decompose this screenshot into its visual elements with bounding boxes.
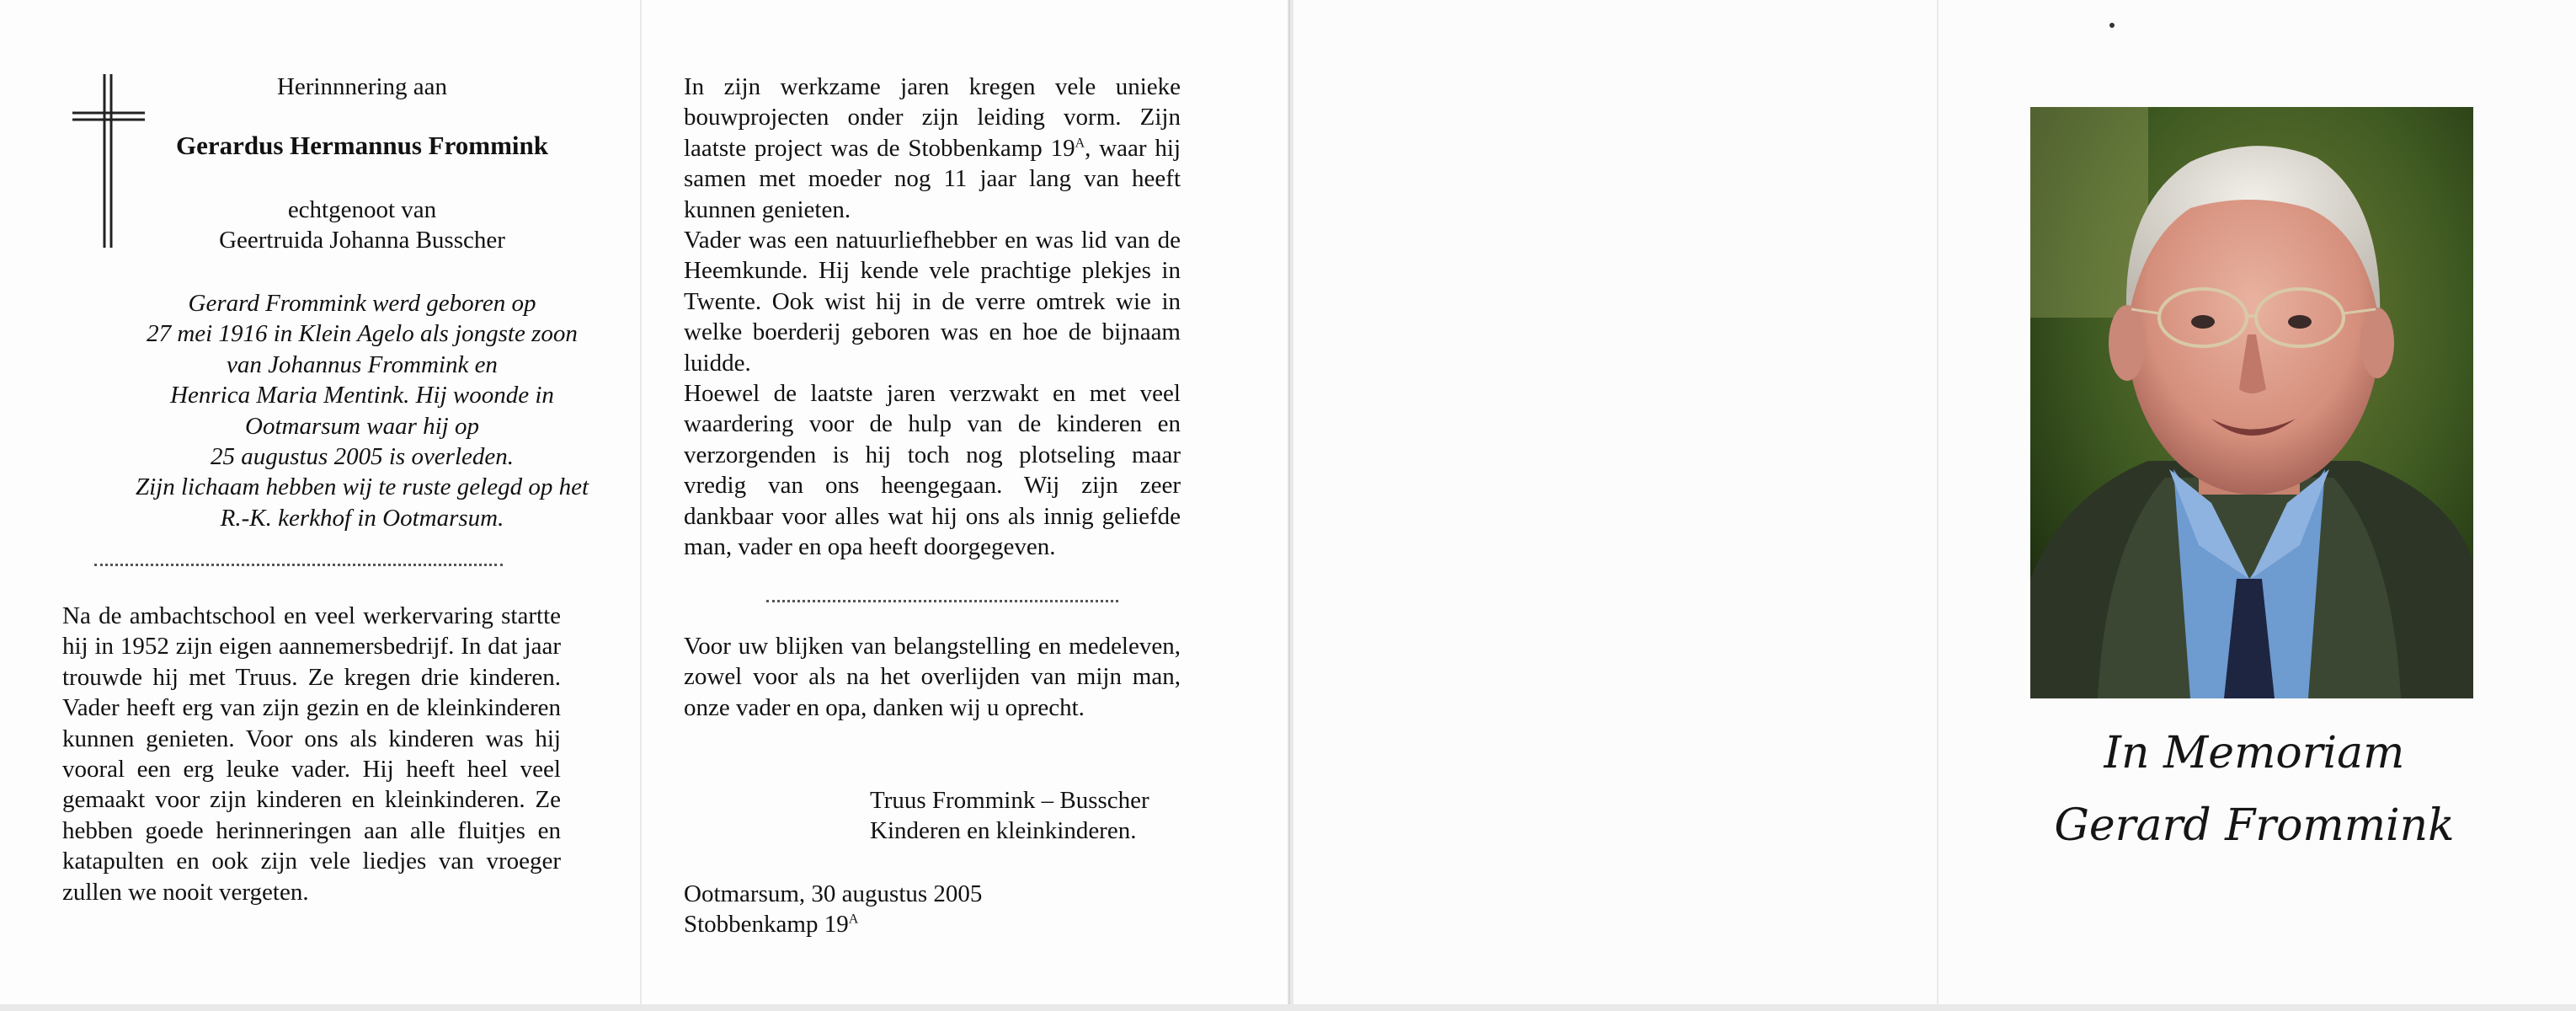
life-story-paragraph: Na de ambachtschool en veel werkervaring startte hij in 1952 zijn eigen aannemersbedrijf. In dat jaar trouwde hij met Truus. Ze kregen drie kinderen. Vader heeft erg van zijn gezin en de kleinkinderen kunnen genieten. Voor ons als kinderen was hij vooral een erg leuke vader. Hij heeft heel veel gemaakt voor zijn kinderen en kleinkinderen. Ze hebben goede herinneringen aan alle fluitjes en katapulten en ook zijn vele liedjes van vroeger zullen we nooit vergeten. bbox=[62, 602, 561, 906]
address-superscript: A bbox=[1075, 136, 1085, 151]
farewell-paragraph: Hoewel de laatste jaren verzwakt en met veel waardering voor de hulp van de kinderen en verzorgenden is hij toch nog plotseling maar vredig van ons heengegaan. Wij zijn zeer dankbaar voor alles wat hij ons als innig geliefde man, vader en opa heeft doorgegeven. bbox=[684, 380, 1181, 561]
speck bbox=[2109, 23, 2115, 28]
bio-line: van Johannus Frommink en bbox=[227, 350, 498, 378]
bio-line: Ootmarsum waar hij op bbox=[245, 412, 479, 440]
bio-line: Gerard Frommink werd geboren op bbox=[188, 290, 536, 317]
portrait-image bbox=[2030, 107, 2473, 698]
spouse-name: Geertruida Johanna Busscher bbox=[219, 227, 505, 254]
bio-line: R.-K. kerkhof in Ootmarsum. bbox=[220, 504, 504, 532]
career-text: In zijn werkzame jaren kregen vele unieke bouwprojecten onder zijn leiding vorm. Zijn laatste project was de Stobbenkamp 19 bbox=[684, 73, 1181, 162]
career-text-end: , waar hij samen met moeder nog 11 jaar lang van heeft kunnen genieten. bbox=[684, 134, 1181, 223]
bio-line: 25 augustus 2005 is overleden. bbox=[210, 443, 515, 471]
blank-back-panel bbox=[1293, 0, 1937, 1004]
biography-block bbox=[51, 288, 674, 533]
place-date: Ootmarsum, 30 augustus 2005 bbox=[684, 880, 983, 907]
remembrance-heading: Herinnnering aan bbox=[276, 73, 448, 100]
bio-line: Zijn lichaam hebben wij te ruste gelegd op het bbox=[135, 473, 589, 501]
signature-line-1: Truus Frommink – Busscher bbox=[870, 787, 1149, 814]
bio-line: 27 mei 1916 in Klein Agelo als jongste zoon bbox=[147, 320, 578, 348]
nature-paragraph: Vader was een natuurliefhebber en was lid van de Heemkunde. Hij kende vele prachtige plekjes in Twente. Ook wist hij in de verre omtrek wie in welke boerderij geboren was en hoe de bijnaam luidde. bbox=[684, 227, 1181, 377]
memoriam-title: In Memoriam bbox=[2104, 728, 2405, 778]
deceased-name: Gerardus Hermannus Frommink bbox=[175, 131, 549, 160]
thanks-paragraph: Voor uw blijken van belangstelling en medeleven, zowel voor als na het overlijden van mijn man, onze vader en opa, danken wij u oprecht. bbox=[684, 633, 1181, 721]
career-paragraph bbox=[684, 72, 1181, 225]
portrait-photo bbox=[2030, 107, 2473, 698]
card-fold bbox=[1288, 0, 1290, 1004]
address-line bbox=[684, 909, 1105, 939]
dotted-divider bbox=[94, 564, 503, 566]
bio-line: Henrica Maria Mentink. Hij woonde in bbox=[170, 382, 554, 409]
address-text: Stobbenkamp 19 bbox=[684, 911, 849, 938]
dotted-divider bbox=[766, 600, 1118, 602]
spouse-intro: echtgenoot van bbox=[287, 196, 437, 223]
memoriam-name: Gerard Frommink bbox=[2054, 800, 2455, 851]
address-superscript: A bbox=[848, 912, 859, 927]
signature-line-2: Kinderen en kleinkinderen. bbox=[870, 817, 1137, 844]
